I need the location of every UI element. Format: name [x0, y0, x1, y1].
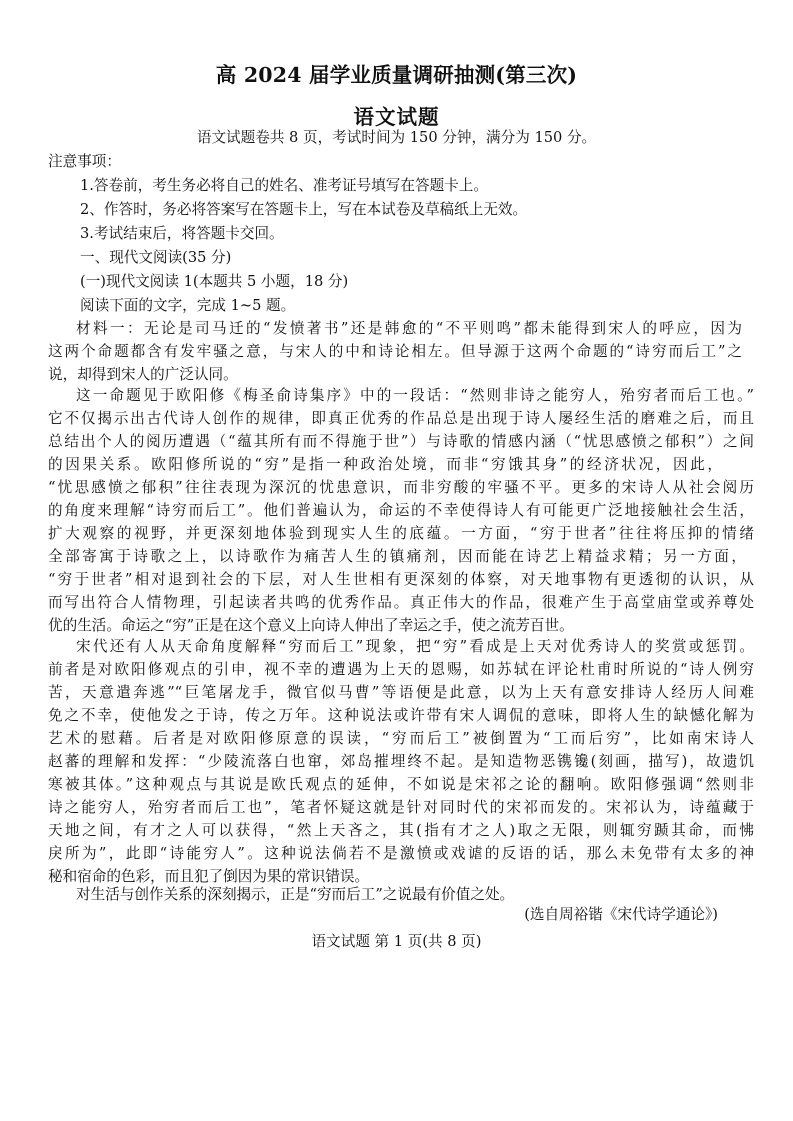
passage-line: 免之不幸，使他发之于诗，传之万年。这种说法或许带有宋人调侃的意味，即将人生的缺憾化解为: [48, 707, 754, 724]
passage-line: 艺术的慰藉。后者是对欧阳修原意的误读，“穷而后工”被倒置为“工而后穷”，比如南宋诗人: [48, 730, 754, 747]
subsection-heading: (一)现代文阅读 1(本题共 5 小题，18 分): [80, 273, 349, 290]
passage-line: 天地之间，有才之人可以获得，“然上天吝之，其(指有才之人)取之无限，则辄穷踬其命，而怫: [48, 822, 754, 839]
passage-line: 材料一：无论是司马迁的“发愤著书”还是韩愈的“不平则鸣”都未能得到宋人的呼应，因为: [76, 320, 742, 337]
passage-line: 它不仅揭示出古代诗人创作的规律，即真正优秀的作品总是出现于诗人屡经生活的磨难之后，而且: [48, 410, 754, 427]
passage-line: 优的生活。命运之“穷”正是在这个意义上向诗人伸出了幸运之手，使之流芳百世。: [48, 617, 574, 634]
passage-line: “穷于世者”相对退到社会的下层，对人生世相有更深刻的体察，对天地事物有更透彻的认识，从: [48, 571, 754, 588]
notice-item: 1.答卷前，考生务必将自己的姓名、准考证号填写在答题卡上。: [80, 177, 488, 194]
passage-line: 总结出个人的阅历遭遇（“蕴其所有而不得施于世”）与诗歌的情感内涵（“忧思感愤之郁积”）之间: [48, 433, 754, 450]
source-citation: (选自周裕锴《宋代诗学通论》): [524, 906, 718, 923]
passage-line: 苦，天意遣奔逃”“巨笔屠龙手，微官似马曹”等语便是此意，以为上天有意安排诗人经历人间难: [48, 684, 754, 701]
passage-line: 全部寄寓于诗歌之上，以诗歌作为痛苦人生的镇痛剂，因而能在诗艺上精益求精；另一方面，: [48, 548, 746, 565]
passage-line: 对生活与创作关系的深刻揭示，正是“穷而后工”之说最有价值之处。: [76, 886, 515, 903]
passage-line: 的角度来理解“诗穷而后工”。他们普遍认为，命运的不幸使得诗人有可能更广泛地接触社会生活，: [48, 502, 754, 519]
passage-line: 寒被其体。”这种观点与其说是欧氏观点的延伸，不如说是宋祁之论的翻响。欧阳修强调“然则非: [48, 776, 754, 793]
passage-line: 秘和宿命的色彩，而且犯了倒因为果的常识错误。: [48, 868, 370, 885]
passage-line: 前者是对欧阳修观点的引申，视不幸的遭遇为上天的恩赐，如苏轼在评论杜甫时所说的“诗人例穷: [48, 661, 754, 678]
notice-item: 2、作答时，务必将答案写在答题卡上，写在本试卷及草稿纸上无效。: [80, 201, 528, 218]
passage-line: “忧思感愤之郁积”往往表现为深沉的忧患意识，而非穷酸的牢骚不平。更多的宋诗人从社会阅历: [48, 479, 754, 496]
passage-line: 赵蕃的理解和发挥：“少陵流落白也窜，郊岛摧埋终不起。是知造物恶镌镵(刻画，描写)，故遗饥: [48, 753, 754, 770]
passage-line: 诗之能穷人，殆穷者而后工也”，笔者怀疑这就是针对同时代的宋祁而发的。宋祁认为，诗蕴藏于: [48, 799, 754, 816]
notice-heading: 注意事项：: [48, 153, 121, 170]
passage-line: 而写出符合人情物理，引起读者共鸣的优秀作品。真正伟大的作品，很难产生于高堂庙堂或养尊处: [48, 594, 754, 611]
passage-line: 的因果关系。欧阳修所说的“穷”是指一种政治处境，而非“穷饿其身”的经济状况，因此，: [48, 456, 722, 473]
notice-item: 3.考试结束后，将答题卡交回。: [80, 225, 284, 242]
passage-line: 说，却得到宋人的广泛认同。: [48, 366, 238, 383]
passage-line: 这一命题见于欧阳修《梅圣俞诗集序》中的一段话：“然则非诗之能穷人，殆穷者而后工也。”: [76, 387, 754, 404]
page-footer: 语文试题 第 1 页(共 8 页): [311, 933, 482, 950]
passage-line: 这两个命题都含有发牢骚之意，与宋人的中和诗论相左。但导源于这两个命题的“诗穷而后工”之: [48, 343, 742, 360]
reading-instruction: 阅读下面的文字，完成 1~5 题。: [80, 297, 296, 314]
passage-line: 戾所为”，此即“诗能穷人”。这种说法倘若不是激愤或戏谑的反语的话，那么未免带有太多的神: [48, 845, 754, 862]
passage-line: 扩大观察的视野，并更深刻地体验到现实人生的底蕴。一方面，“穷于世者”往往将压抑的情绪: [48, 525, 754, 542]
passage-line: 宋代还有人从天命角度解释“穷而后工”现象，把“穷”看成是上天对优秀诗人的奖赏或惩罚。: [76, 638, 754, 655]
exam-title: 高 2024 届学业质量调研抽测(第三次): [215, 63, 578, 87]
exam-info: 语文试题卷共 8 页，考试时间为 150 分钟，满分为 150 分。: [196, 129, 597, 146]
section-heading: 一、现代文阅读(35 分): [80, 249, 232, 266]
subject-title: 语文试题: [353, 105, 440, 129]
